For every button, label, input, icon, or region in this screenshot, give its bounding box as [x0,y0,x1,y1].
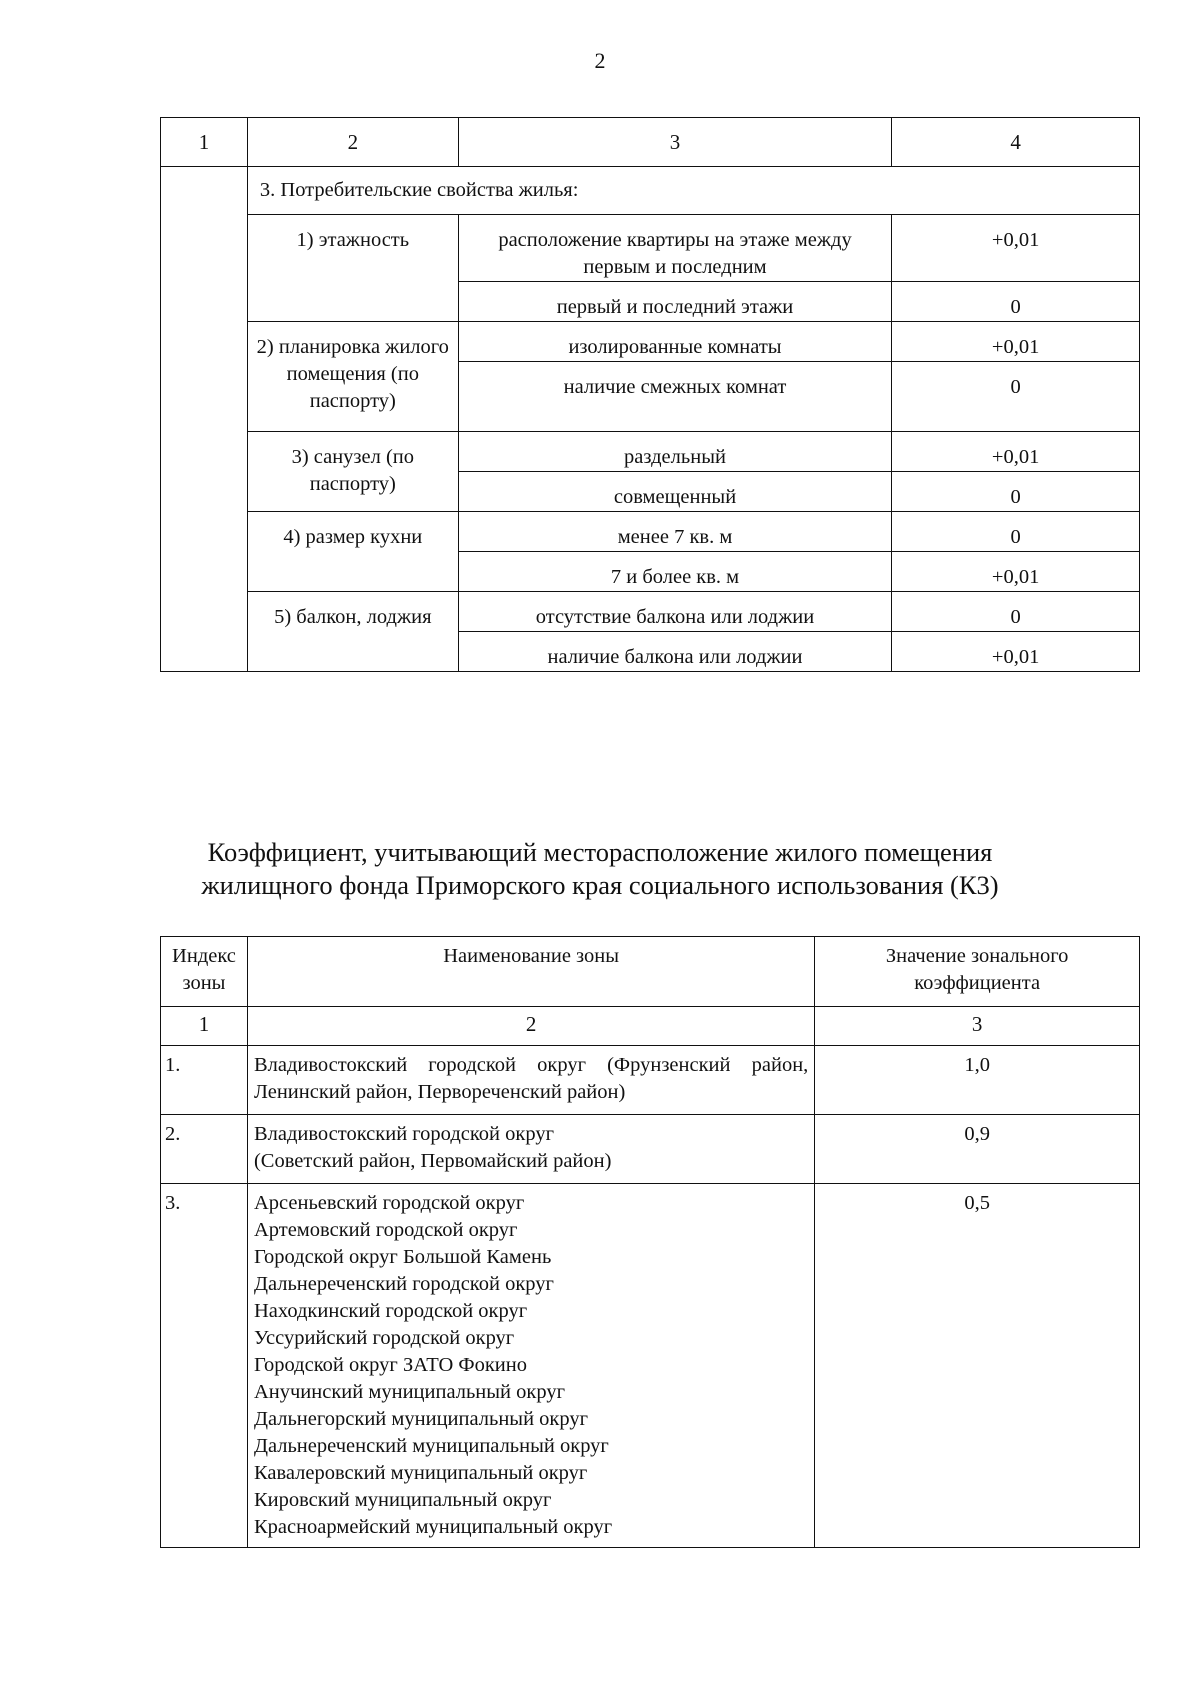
zone-name-line: Городской округ Большой Камень [253,1246,552,1268]
table1-header-cell: 2 [247,118,458,167]
property-condition: 7 и более кв. м [458,552,892,592]
property-label: 1) этажность [247,215,458,322]
zone-name-line: Владивостокский городской округ [253,1123,554,1145]
property-label: 3) санузел (по паспорту) [247,432,458,512]
zone-name: Владивостокский городской округ (Фрунзенский район, Ленинский район, Первореченский район) [247,1046,814,1115]
coefficient-value: 0 [892,362,1140,432]
section-title: 3. Потребительские свойства жилья: [247,167,1139,215]
zone-name-line: Дальнереченский муниципальный округ [253,1435,609,1457]
zone-name-line: (Советский район, Первомайский район) [253,1150,612,1172]
property-condition: изолированные комнаты [458,322,892,362]
zone-index: 2. [161,1115,248,1184]
zone-name-line: Кировский муниципальный округ [253,1489,552,1511]
coefficient-value: +0,01 [892,552,1140,592]
column-number: 3 [815,1007,1140,1046]
coefficient-value: +0,01 [892,432,1140,472]
zone-name-line: Кавалеровский муниципальный округ [253,1462,588,1484]
table2-column-numbers-row [161,1007,1140,1046]
table-row [161,1184,1140,1548]
coefficient-value: 0 [892,592,1140,632]
coefficient-value: 0 [892,472,1140,512]
column-number: 1 [161,1007,248,1046]
zone-name-line: Городской округ ЗАТО Фокино [253,1354,527,1376]
table1-header-cell: 1 [161,118,248,167]
zone-name [247,1115,814,1184]
table1-empty-first-column [161,167,248,672]
zone-index: 1. [161,1046,248,1115]
heading-line: Коэффициент, учитывающий месторасположение жилого помещения [207,837,993,867]
zone-name-line: Находкинский городской округ [253,1300,528,1322]
zone-name-line: Дальнереченский городской округ [253,1273,554,1295]
header-zone-name: Наименование зоны [247,937,814,1007]
coefficient-value: +0,01 [892,215,1140,282]
table-row [161,1115,1140,1184]
property-condition: раздельный [458,432,892,472]
zone-name-line: Анучинский муниципальный округ [253,1381,565,1403]
section-heading [100,836,1100,902]
coefficient-value: +0,01 [892,632,1140,672]
zone-name-line: Арсеньевский городской округ [253,1192,525,1214]
zone-coefficient: 1,0 [815,1046,1140,1115]
consumer-properties-table [160,117,1140,672]
column-number: 2 [247,1007,814,1046]
property-condition: первый и последний этажи [458,282,892,322]
header-zone-coefficient: Значение зонального коэффициента [815,937,1140,1007]
zone-coefficient-table [160,936,1140,1548]
property-condition: наличие смежных комнат [458,362,892,432]
coefficient-value: +0,01 [892,322,1140,362]
property-label: 4) размер кухни [247,512,458,592]
property-condition: совмещенный [458,472,892,512]
table1-header-row [161,118,1140,167]
heading-line: жилищного фонда Приморского края социального использования (К3) [201,870,999,900]
zone-index: 3. [161,1184,248,1548]
zone-coefficient: 0,5 [815,1184,1140,1548]
coefficient-value: 0 [892,512,1140,552]
zone-coefficient: 0,9 [815,1115,1140,1184]
table1-header-cell: 3 [458,118,892,167]
property-condition: менее 7 кв. м [458,512,892,552]
property-condition: отсутствие балкона или лоджии [458,592,892,632]
table2-header-row [161,937,1140,1007]
property-label: 2) планировка жилого помещения (по паспорту) [247,322,458,432]
table1-header-cell: 4 [892,118,1140,167]
zone-name-line: Уссурийский городской округ [253,1327,515,1349]
property-label: 5) балкон, лоджия [247,592,458,672]
page-number: 2 [594,48,606,73]
header-zone-index: Индекс зоны [161,937,248,1007]
coefficient-value: 0 [892,282,1140,322]
table-row [161,1046,1140,1115]
zone-name-line: Артемовский городской округ [253,1219,518,1241]
zone-name-list [247,1184,814,1548]
property-condition: расположение квартиры на этаже между первым и последним [458,215,892,282]
zone-name-line: Дальнегорский муниципальный округ [253,1408,589,1430]
zone-name-line: Красноармейский муниципальный округ [253,1516,613,1538]
property-condition: наличие балкона или лоджии [458,632,892,672]
